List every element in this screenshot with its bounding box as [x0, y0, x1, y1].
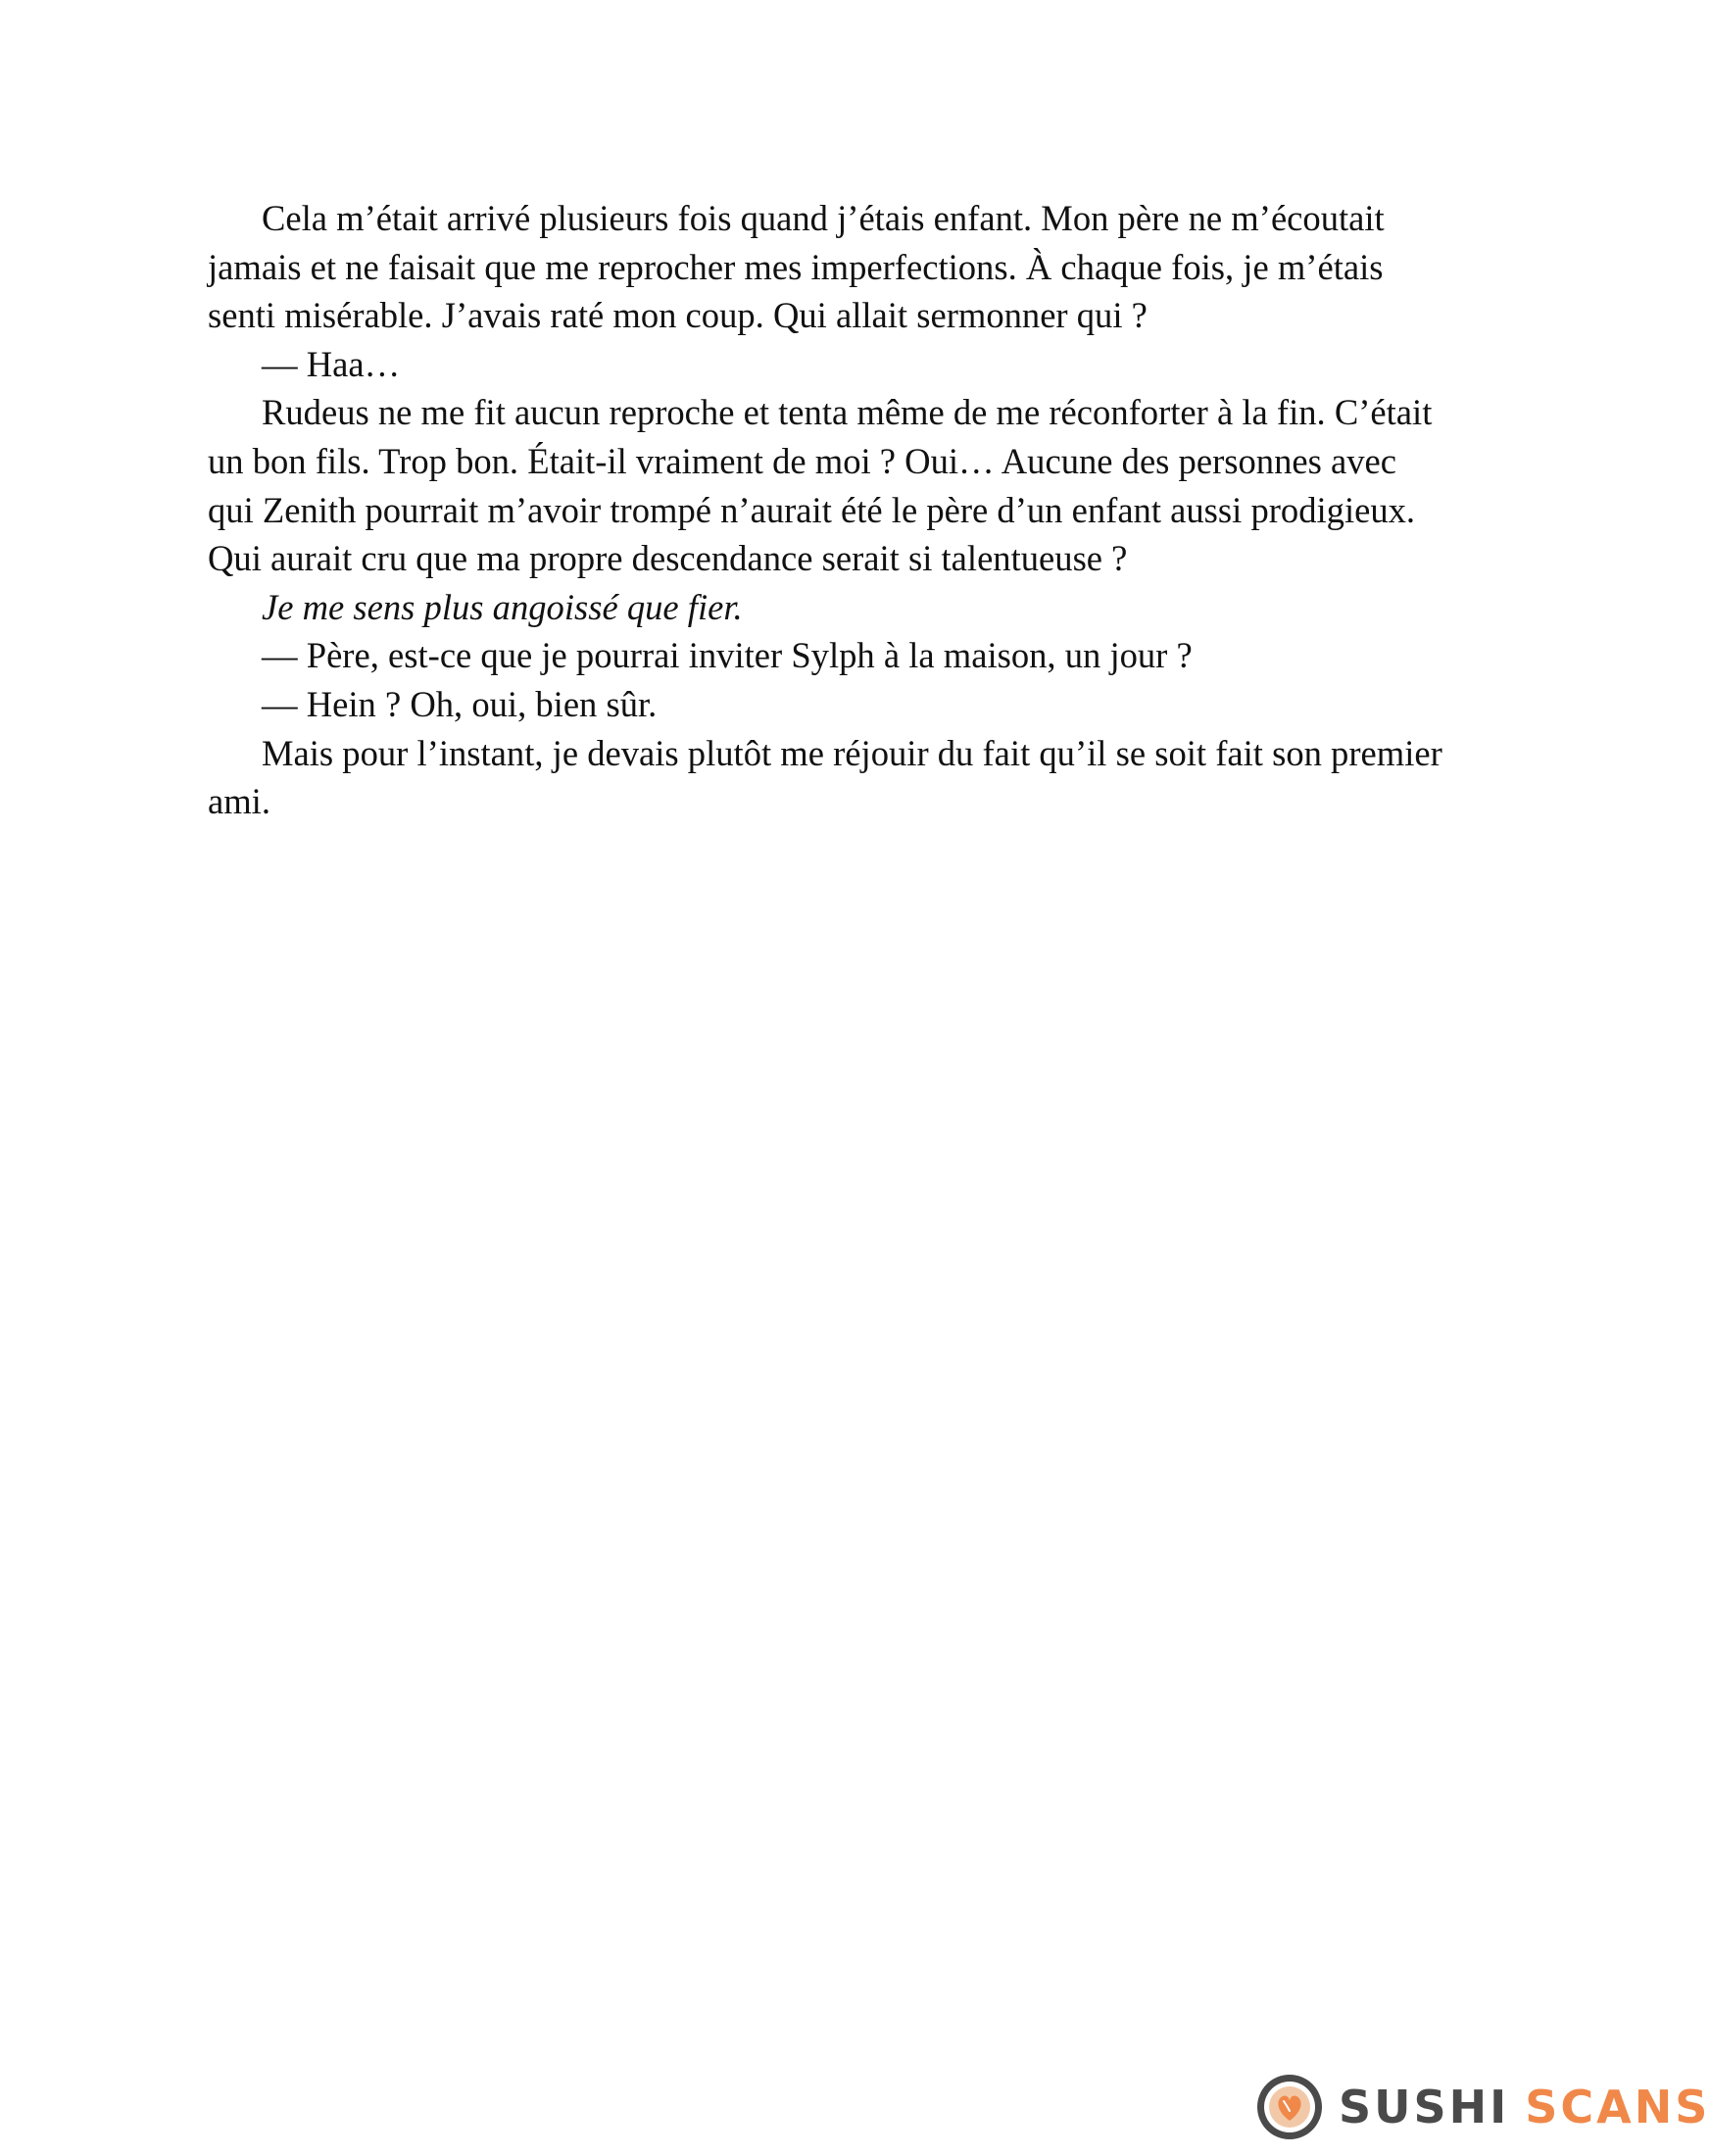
italic-thought: Je me sens plus angoissé que fier.: [262, 586, 743, 627]
watermark-text: [1339, 2081, 1710, 2133]
watermark-logo: [1254, 2070, 1710, 2144]
paragraph: Mais pour l’instant, je devais plutôt me réjouir du fait qu’il se soit fait son premier ami.: [208, 732, 1442, 822]
dialogue-line: — Hein ? Oh, oui, bien sûr.: [262, 683, 658, 724]
sushi-logo-icon: [1254, 2072, 1325, 2142]
paragraph: Cela m’était arrivé plusieurs fois quand j’étais enfant. Mon père ne m’écoutait jamais et ne faisait que me reprocher mes imperfections. À chaque fois, je m’étais senti misérable. J’avais raté mon coup. Qui allait sermonner qui ?: [208, 198, 1385, 336]
watermark-word-scans: SCANS: [1525, 2081, 1710, 2133]
body-text: [208, 194, 1450, 826]
dialogue-line: — Haa…: [262, 343, 401, 384]
watermark-word-sushi: SUSHI: [1339, 2081, 1510, 2133]
dialogue-line: — Père, est-ce que je pourrai inviter Sylph à la maison, un jour ?: [262, 635, 1193, 676]
paragraph: Rudeus ne me fit aucun reproche et tenta même de me réconforter à la fin. C’était un bon fils. Trop bon. Était-il vraiment de moi ? Oui… Aucune des personnes avec qui Zenith pourrait m’avoir trompé n’aurait été le père d’un enfant aussi prodigieux. Qui aurait cru que ma propre descendance serait si talentueuse ?: [208, 392, 1433, 579]
